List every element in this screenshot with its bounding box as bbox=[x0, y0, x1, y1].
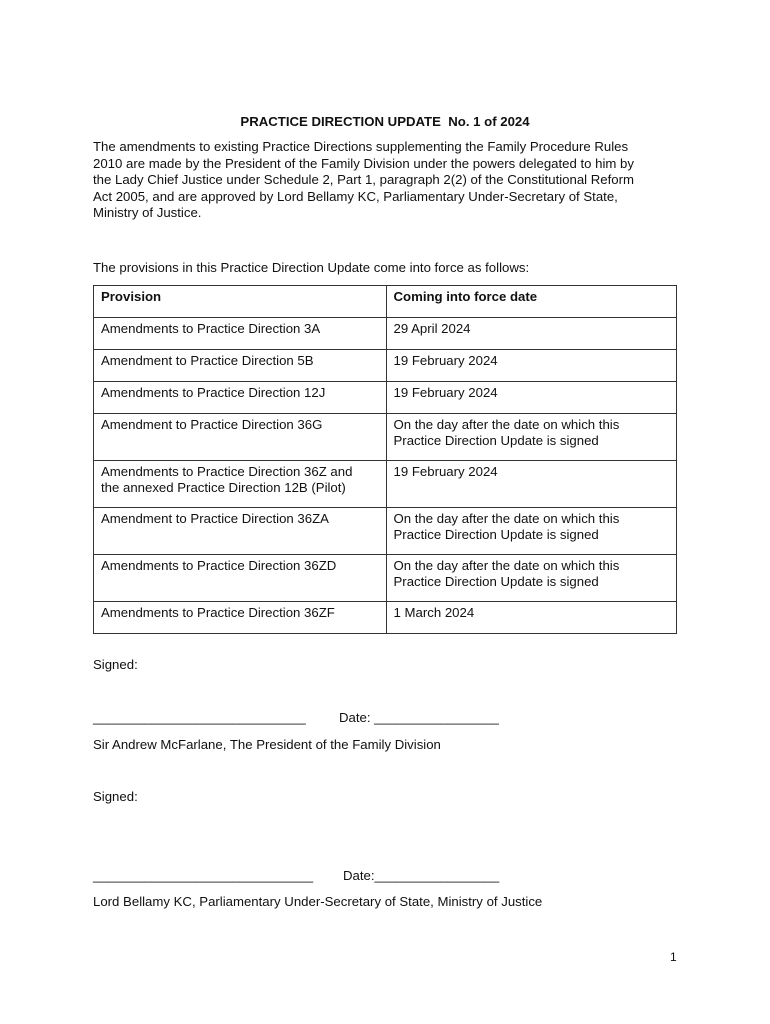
table-row bbox=[94, 350, 677, 382]
cell-line: 29 April 2024 bbox=[393, 321, 471, 336]
date-cell bbox=[386, 602, 676, 634]
table-row bbox=[94, 414, 677, 461]
date-field: Date:_________________ bbox=[343, 868, 500, 883]
intro-line: 2010 are made by the President of the Family Division under the powers delegated to him by bbox=[93, 155, 634, 171]
cell-line: 19 February 2024 bbox=[393, 464, 498, 479]
cell-line: Amendments to Practice Direction 36Z and bbox=[101, 464, 353, 479]
cell-line: Amendment to Practice Direction 36ZA bbox=[101, 511, 329, 526]
provision-cell bbox=[94, 602, 387, 634]
date-cell bbox=[386, 461, 676, 508]
cell-line: Amendments to Practice Direction 36ZD bbox=[101, 558, 337, 573]
page-number: 1 bbox=[670, 950, 677, 964]
intro-line: The amendments to existing Practice Directions supplementing the Family Procedure Rules bbox=[93, 139, 629, 154]
cell-line: 1 March 2024 bbox=[393, 605, 475, 620]
table-row bbox=[94, 318, 677, 350]
signature-line: ______________________________ bbox=[93, 868, 314, 883]
intro-line: the Lady Chief Justice under Schedule 2, Part 1, paragraph 2(2) of the Constitutional Reform bbox=[93, 172, 634, 188]
header-provision: Provision bbox=[94, 286, 387, 318]
provision-cell bbox=[94, 508, 387, 555]
provision-cell bbox=[94, 414, 387, 461]
date-cell bbox=[386, 318, 676, 350]
signatory-name: Lord Bellamy KC, Parliamentary Under-Secretary of State, Ministry of Justice bbox=[93, 894, 543, 909]
table-row bbox=[94, 555, 677, 602]
cell-line: 19 February 2024 bbox=[393, 385, 498, 400]
provision-cell bbox=[94, 382, 387, 414]
cell-line: Amendment to Practice Direction 5B bbox=[101, 353, 314, 368]
document-title: PRACTICE DIRECTION UPDATE No. 1 of 2024 bbox=[240, 114, 530, 129]
signed-label: Signed: bbox=[93, 789, 138, 804]
provision-cell bbox=[94, 318, 387, 350]
provision-cell bbox=[94, 461, 387, 508]
date-cell bbox=[386, 382, 676, 414]
table-row bbox=[94, 602, 677, 634]
intro-line: Act 2005, and are approved by Lord Bellamy KC, Parliamentary Under-Secretary of State, bbox=[93, 188, 618, 204]
cell-line: Practice Direction Update is signed bbox=[393, 574, 599, 589]
cell-line: On the day after the date on which this bbox=[393, 558, 620, 573]
table-row bbox=[94, 508, 677, 555]
date-cell bbox=[386, 350, 676, 382]
cell-line: Amendment to Practice Direction 36G bbox=[101, 417, 323, 432]
provision-cell bbox=[94, 555, 387, 602]
table-row bbox=[94, 461, 677, 508]
table-row bbox=[94, 382, 677, 414]
provisions-table bbox=[93, 285, 677, 634]
provision-cell bbox=[94, 350, 387, 382]
header-coming-into-force-date: Coming into force date bbox=[386, 286, 676, 318]
intro-line: Ministry of Justice. bbox=[93, 205, 202, 221]
cell-line: Amendments to Practice Direction 3A bbox=[101, 321, 321, 336]
cell-line: On the day after the date on which this bbox=[393, 511, 620, 526]
cell-line: Amendments to Practice Direction 12J bbox=[101, 385, 326, 400]
date-cell bbox=[386, 414, 676, 461]
cell-line: On the day after the date on which this bbox=[393, 417, 620, 432]
cell-line: Amendments to Practice Direction 36ZF bbox=[101, 605, 335, 620]
date-cell bbox=[386, 555, 676, 602]
table-header-row bbox=[94, 286, 677, 318]
cell-line: Practice Direction Update is signed bbox=[393, 527, 599, 542]
signatory-name: Sir Andrew McFarlane, The President of the Family Division bbox=[93, 737, 441, 752]
date-cell bbox=[386, 508, 676, 555]
cell-line: Practice Direction Update is signed bbox=[393, 433, 599, 448]
cell-line: the annexed Practice Direction 12B (Pilot) bbox=[101, 480, 346, 495]
signature-line: _____________________________ bbox=[93, 710, 306, 725]
table-lead-in: The provisions in this Practice Direction Update come into force as follows: bbox=[93, 260, 530, 275]
date-field: Date: _________________ bbox=[339, 710, 499, 725]
cell-line: 19 February 2024 bbox=[393, 353, 498, 368]
signed-label: Signed: bbox=[93, 657, 138, 672]
intro-paragraph bbox=[93, 139, 693, 222]
